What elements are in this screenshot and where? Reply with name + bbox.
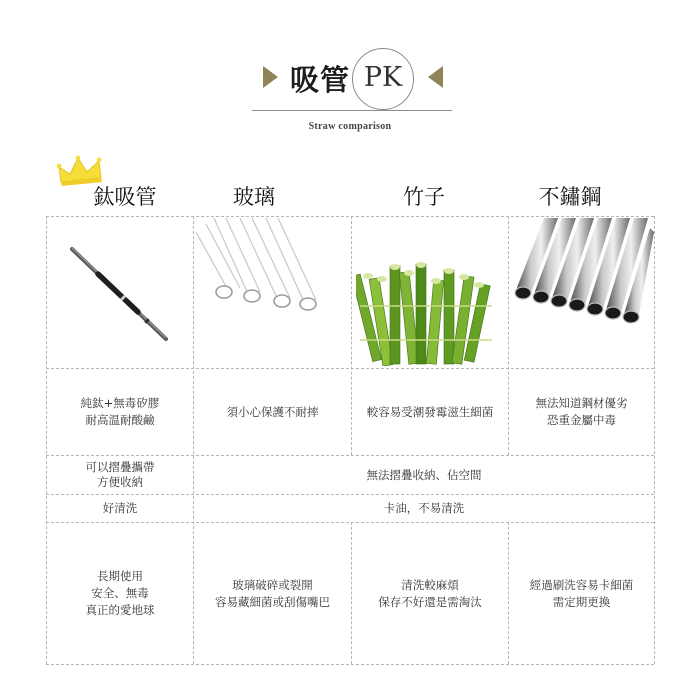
column-header-bamboo: 竹子 — [403, 185, 445, 209]
header-divider — [252, 110, 452, 111]
column-header-titanium: 鈦吸管 — [93, 185, 157, 209]
table-rule — [46, 216, 654, 217]
cell-bamboo-safety: 清洗較麻煩 保存不好還是需淘汰 — [378, 577, 482, 609]
cell-titanium-portability: 可以摺疊攜帶 方便收納 — [85, 460, 155, 489]
cell-titanium-safety: 長期使用 安全、無毒 真正的愛地球 — [85, 569, 155, 617]
table-rule — [46, 664, 654, 665]
cell-steel-durability: 無法知道鋼材優劣 恐重金屬中毒 — [535, 396, 628, 427]
column-header-steel: 不鏽鋼 — [538, 185, 602, 209]
table-rule — [654, 216, 655, 664]
cell-others-portability: 無法摺疊收納、佔空間 — [366, 467, 482, 482]
steel-straws-image — [510, 218, 654, 330]
cell-titanium-cleaning: 好清洗 — [102, 501, 138, 515]
column-header-glass: 玻璃 — [233, 185, 275, 209]
bamboo-straws-image — [356, 262, 494, 366]
cell-titanium-durability: 純鈦+無毒矽膠 耐高温耐酸鹼 — [80, 396, 160, 427]
cell-steel-safety: 經過刷洗容易卡細菌 需定期更換 — [529, 577, 634, 609]
titanium-straw-image — [60, 235, 180, 355]
cell-glass-safety: 玻璃破碎或裂開 容易藏細菌或刮傷嘴巴 — [215, 577, 330, 609]
left-triangle-icon — [263, 66, 278, 88]
cell-glass-durability: 須小心保護不耐摔 — [226, 404, 319, 419]
right-triangle-icon — [428, 66, 443, 88]
pk-label: PK — [363, 62, 403, 93]
glass-straws-image — [196, 218, 350, 366]
page-subtitle: Straw comparison — [308, 121, 392, 132]
page-header — [0, 0, 700, 150]
cell-bamboo-durability: 較容易受潮發霉滋生細菌 — [366, 404, 494, 419]
cell-others-cleaning: 卡油，不易清洗 — [383, 501, 465, 515]
pk-badge — [352, 48, 414, 110]
page-title: 吸管 — [290, 63, 351, 97]
